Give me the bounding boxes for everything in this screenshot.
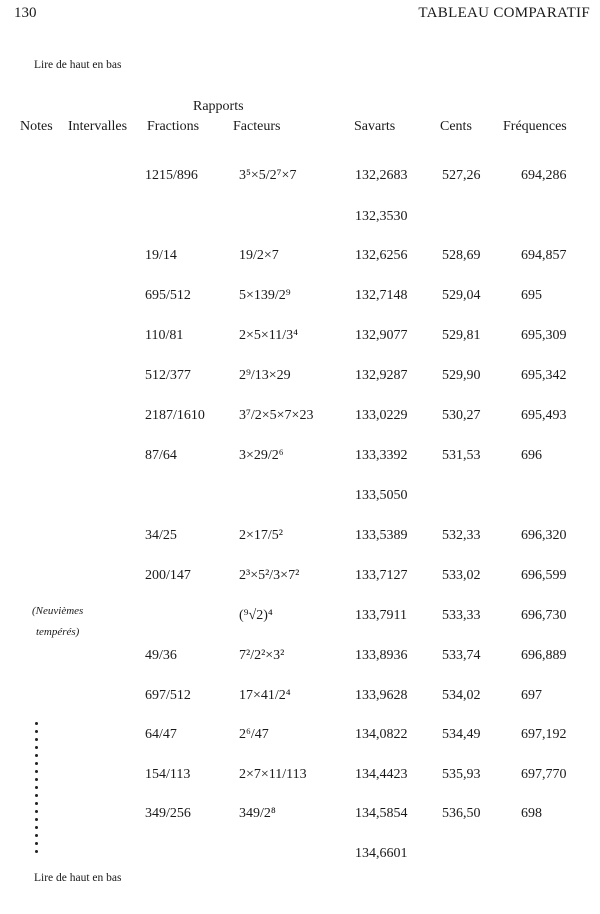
- savarts-cell: 132,9287: [355, 368, 408, 383]
- cents-cell: 530,27: [442, 408, 481, 423]
- cents-cell: 536,50: [442, 806, 481, 821]
- frequency-cell: 696,889: [521, 648, 567, 663]
- frequency-cell: 695,309: [521, 328, 567, 343]
- frequency-cell: 697: [521, 688, 542, 703]
- frequency-cell: 697,770: [521, 767, 567, 782]
- frequency-cell: 695,493: [521, 408, 567, 423]
- fraction-cell: 349/256: [145, 806, 191, 821]
- savarts-cell: 132,9077: [355, 328, 408, 343]
- savarts-cell: 133,9628: [355, 688, 408, 703]
- factors-cell: (⁹√2)⁴: [239, 608, 273, 623]
- cents-cell: 532,33: [442, 528, 481, 543]
- savarts-cell: 133,5050: [355, 488, 408, 503]
- frequency-cell: 694,857: [521, 248, 567, 263]
- savarts-cell: 133,7127: [355, 568, 408, 583]
- factors-cell: 19/2×7: [239, 248, 279, 263]
- cents-cell: 533,33: [442, 608, 481, 623]
- cents-cell: 529,04: [442, 288, 481, 303]
- cents-cell: 529,81: [442, 328, 481, 343]
- savarts-cell: 133,5389: [355, 528, 408, 543]
- fraction-cell: 512/377: [145, 368, 191, 383]
- fraction-cell: 695/512: [145, 288, 191, 303]
- tempered-note-line2: tempérés): [35, 626, 80, 638]
- savarts-cell: 132,7148: [355, 288, 408, 303]
- frequency-cell: 696,599: [521, 568, 567, 583]
- cents-cell: 535,93: [442, 767, 481, 782]
- savarts-cell: 132,3530: [355, 209, 408, 224]
- header-frequences: Fréquences: [503, 119, 567, 134]
- reading-note-bottom: Lire de haut en bas: [34, 872, 122, 884]
- factors-cell: 3×29/2⁶: [239, 448, 284, 463]
- fraction-cell: 200/147: [145, 568, 191, 583]
- savarts-cell: 133,7911: [355, 608, 407, 623]
- fraction-cell: 1215/896: [145, 168, 198, 183]
- factors-cell: 2⁹/13×29: [239, 368, 291, 383]
- cents-cell: 534,02: [442, 688, 481, 703]
- cents-cell: 528,69: [442, 248, 481, 263]
- factors-cell: 349/2⁸: [239, 806, 276, 821]
- cents-cell: 527,26: [442, 168, 481, 183]
- frequency-cell: 695: [521, 288, 542, 303]
- factors-cell: 2×7×11/113: [239, 767, 307, 782]
- page-number: 130: [14, 5, 37, 21]
- frequency-cell: 698: [521, 806, 542, 821]
- tempered-note: [32, 601, 83, 643]
- factors-cell: 3⁵×5/2⁷×7: [239, 168, 297, 183]
- factors-cell: 2⁶/47: [239, 727, 269, 742]
- fraction-cell: 87/64: [145, 448, 177, 463]
- factors-cell: 2×17/5²: [239, 528, 283, 543]
- fraction-cell: 19/14: [145, 248, 177, 263]
- cents-cell: 529,90: [442, 368, 481, 383]
- frequency-cell: 696: [521, 448, 542, 463]
- fraction-cell: 64/47: [145, 727, 177, 742]
- tempered-note-line1: (Neuvièmes: [32, 605, 84, 617]
- frequency-cell: 696,320: [521, 528, 567, 543]
- savarts-cell: 134,5854: [355, 806, 408, 821]
- fraction-cell: 110/81: [145, 328, 184, 343]
- header-cents: Cents: [440, 119, 472, 134]
- header-intervalles: Intervalles: [68, 119, 128, 134]
- cents-cell: 533,02: [442, 568, 481, 583]
- fraction-cell: 697/512: [145, 688, 191, 703]
- page-title: TABLEAU COMPARATIF: [418, 5, 590, 21]
- header-savarts: Savarts: [354, 119, 396, 134]
- cents-cell: 533,74: [442, 648, 481, 663]
- frequency-cell: 696,730: [521, 608, 567, 623]
- factors-cell: 2×5×11/3⁴: [239, 328, 299, 343]
- savarts-cell: 134,0822: [355, 727, 408, 742]
- savarts-cell: 132,2683: [355, 168, 408, 183]
- savarts-cell: 133,3392: [355, 448, 408, 463]
- factors-cell: 5×139/2⁹: [239, 288, 291, 303]
- fraction-cell: 49/36: [145, 648, 177, 663]
- reading-note-top: Lire de haut en bas: [34, 59, 122, 71]
- dotted-continuation-line: [33, 722, 41, 862]
- savarts-cell: 134,4423: [355, 767, 408, 782]
- savarts-cell: 133,0229: [355, 408, 408, 423]
- factors-cell: 3⁷/2×5×7×23: [239, 408, 314, 423]
- header-facteurs: Facteurs: [233, 119, 281, 134]
- frequency-cell: 694,286: [521, 168, 567, 183]
- cents-cell: 531,53: [442, 448, 481, 463]
- savarts-cell: 133,8936: [355, 648, 408, 663]
- fraction-cell: 34/25: [145, 528, 177, 543]
- header-notes: Notes: [20, 119, 53, 134]
- factors-cell: 17×41/2⁴: [239, 688, 291, 703]
- frequency-cell: 695,342: [521, 368, 567, 383]
- cents-cell: 534,49: [442, 727, 481, 742]
- savarts-cell: 132,6256: [355, 248, 408, 263]
- fraction-cell: 2187/1610: [145, 408, 205, 423]
- fraction-cell: 154/113: [145, 767, 191, 782]
- factors-cell: 2³×5²/3×7²: [239, 568, 300, 583]
- savarts-cell: 134,6601: [355, 846, 408, 861]
- frequency-cell: 697,192: [521, 727, 567, 742]
- header-rapports: Rapports: [193, 99, 244, 114]
- factors-cell: 7²/2²×3²: [239, 648, 285, 663]
- header-fractions: Fractions: [147, 119, 200, 134]
